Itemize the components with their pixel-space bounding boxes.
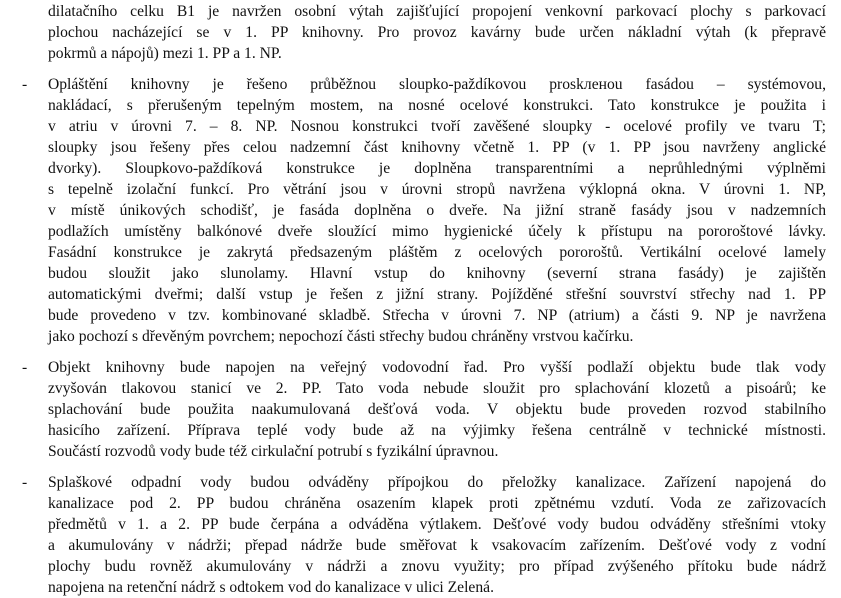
bullet-marker: - [22, 359, 28, 376]
text-line: nakládací, s přerušeným tepelným mostem, na nosné ocelové konstrukci. Tato konstrukce je použita i [48, 97, 826, 114]
text-line: v atriu v úrovni 7. – 8. NP. Nosnou konstrukci tvoří zavěšené sloupky - ocelové profily ve tvaru T; [48, 118, 826, 135]
text-line: kanalizace pod 2. PP budou chráněna osazením klapek proti zpětnému vzdutí. Voda ze zařizovacích [48, 495, 826, 512]
text-line: splachování bude použita naakumulovaná dešťová voda. V objektu bude proveden rozvod stabilního [48, 401, 826, 418]
text-line: Součástí rozvodů vody bude též cirkulační potrubí s fyzikální úpravnou. [48, 443, 499, 460]
text-line: Splaškové odpadní vody budou odváděny přípojkou do přeložky kanalizace. Zařízení napojená do [48, 474, 826, 491]
text-line: podlažích umístěny balkónové dveře sloužící mimo hygienické účely k přístupu na pororoštové lávky. [48, 223, 826, 240]
text-line: Objekt knihovny bude napojen na veřejný vodovodní řad. Pro vyšší podlaží objektu bude tlak vody [48, 359, 826, 376]
text-line: dvorky). Sloupkovo-paždíková konstrukce je doplněna transparentními a neprůhlednými výplněmi [48, 160, 826, 177]
text-line: plochy budu rovněž akumulovány v nádrži a znovu využity; pro případ zvýšeného přítoku bude nádrž [48, 558, 826, 575]
text-line: v místě únikových schodišť, je fasáda doplněna o dveře. Na jižní straně fasády jsou v nadzemních [48, 202, 826, 219]
text-line: zvyšován tlakovou stanicí ve 2. PP. Tato voda nebude sloužit pro splachování klozetů a pisoárů; ke [48, 380, 826, 397]
bullet-marker: - [22, 76, 28, 93]
text-line: dilatačního celku B1 je navržen osobní výtah zajišťující propojení venkovní parkovací plochy s parkovací [48, 3, 826, 20]
text-line: jako pochozí s dřevěným povrchem; nepochozí části střechy budou chráněny vrstvou kačírku. [48, 328, 634, 345]
text-line: budou sloužit jako slunolamy. Hlavní vstup do knihovny (severní strana fasády) je zajištěn [48, 265, 826, 282]
bullet-marker: - [22, 474, 28, 491]
text-line: a akumulovány v nádrži; přepad nádrže bude směřovat k vsakovacím zařízením. Dešťové vody z vodní [48, 537, 826, 554]
text-line: plochou nacházející se v 1. PP knihovny. Pro provoz kavárny bude určen nákladní výtah (k přepravě [48, 24, 826, 41]
text-line: hasicího zařízení. Příprava teplé vody bude až na výjimky řešena centrálně v technické místnosti. [48, 422, 826, 439]
text-line: Fasádní konstrukce je zakrytá předsazeným pláštěm z ocelových pororoštů. Vertikální ocelové lamely [48, 244, 826, 261]
text-line: sloupky jsou řešeny přes celou nadzemní část knihovny včetně 1. PP (v 1. PP jsou navrženy anglické [48, 139, 826, 156]
text-line: napojena na retenční nádrž s odtokem vod do kanalizace v ulici Zelená. [48, 579, 494, 596]
text-line: s tepelně izolační funkcí. Pro větrání jsou v úrovni stropů navržena výklopná okna. V úrovni 1. NP, [48, 181, 826, 198]
text-line: bude provedeno v tzv. kombinované skladbě. Střecha v úrovni 7. NP (atrium) a části 9. NP je navržena [48, 307, 826, 324]
text-line: automatickými dveřmi; další vstup je řešen z jižní strany. Pojížděné střešní souvrství střechy nad 1. PP [48, 286, 826, 303]
text-line: Opláštění knihovny je řešeno průběžnou sloupko-paždíkovou proskленou fasádou – systémovou, [48, 76, 826, 93]
text-line: pokrmů a nápojů) mezi 1. PP a 1. NP. [48, 45, 282, 62]
text-line: předmětů v 1. a 2. PP bude čerpána a odváděna výtlakem. Dešťové vody budou odváděny střešními vtoky [48, 516, 826, 533]
